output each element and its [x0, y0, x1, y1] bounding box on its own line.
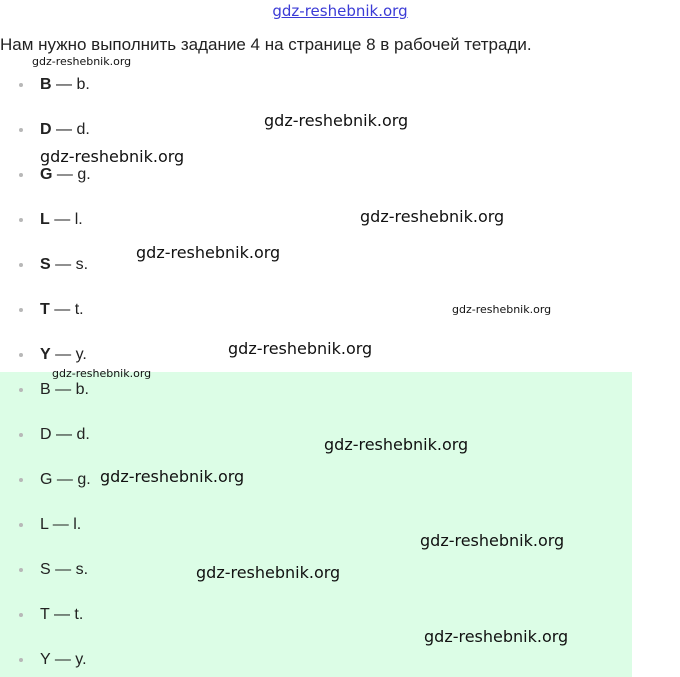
- upper-letter: G: [40, 471, 53, 488]
- list-item: [0, 378, 300, 402]
- watermark: gdz-reshebnik.org: [424, 627, 569, 646]
- upper-letter: T: [40, 301, 50, 318]
- list-item: [0, 603, 300, 627]
- bullet-icon: [19, 128, 23, 132]
- watermark: gdz-reshebnik.org: [196, 563, 341, 582]
- lower-letter: l.: [74, 211, 83, 228]
- bullet-icon: [19, 353, 23, 357]
- watermark: gdz-reshebnik.org: [32, 55, 132, 68]
- bullet-icon: [19, 173, 23, 177]
- bullet-icon: [19, 433, 23, 437]
- lower-letter: b.: [76, 76, 90, 93]
- dash: —: [56, 166, 73, 183]
- dash: —: [56, 471, 73, 488]
- bullet-icon: [19, 263, 23, 267]
- site-header-link[interactable]: gdz-reshebnik.org: [272, 2, 408, 20]
- dash: —: [56, 121, 73, 138]
- upper-letter: B: [40, 76, 52, 93]
- upper-letter: S: [40, 561, 51, 578]
- bullet-icon: [19, 388, 23, 392]
- dash: —: [54, 651, 71, 668]
- watermark: gdz-reshebnik.org: [52, 367, 152, 380]
- task-intro: Нам нужно выполнить задание 4 на странице 8 в рабочей тетради.: [0, 35, 532, 54]
- lower-letter: s.: [75, 256, 89, 273]
- dash: —: [55, 256, 72, 273]
- list-item: [0, 423, 300, 447]
- upper-letter: B: [40, 381, 51, 398]
- dash: —: [55, 346, 72, 363]
- lower-letter: b.: [75, 381, 89, 398]
- watermark: gdz-reshebnik.org: [100, 467, 245, 486]
- dash: —: [56, 426, 73, 443]
- lower-letter: d.: [76, 121, 90, 138]
- lower-letter: g.: [77, 166, 91, 183]
- watermark: gdz-reshebnik.org: [360, 207, 505, 226]
- list-item: [0, 73, 300, 97]
- upper-letter: S: [40, 256, 51, 273]
- bullet-icon: [19, 218, 23, 222]
- lower-letter: t.: [74, 301, 84, 318]
- list-item: [0, 513, 300, 537]
- upper-letter: L: [40, 211, 50, 228]
- watermark: gdz-reshebnik.org: [264, 111, 409, 130]
- dash: —: [56, 76, 73, 93]
- bullet-icon: [19, 523, 23, 527]
- lower-letter: t.: [74, 606, 84, 623]
- upper-letter: D: [40, 121, 52, 138]
- bullet-icon: [19, 308, 23, 312]
- list-item: [0, 163, 300, 187]
- bullet-icon: [19, 83, 23, 87]
- bullet-icon: [19, 658, 23, 662]
- upper-letter: Y: [40, 346, 51, 363]
- upper-letter: G: [40, 166, 53, 183]
- dash: —: [53, 606, 70, 623]
- upper-letter: Y: [40, 651, 51, 668]
- lower-letter: y.: [75, 651, 87, 668]
- bullet-icon: [19, 613, 23, 617]
- watermark: gdz-reshebnik.org: [136, 243, 281, 262]
- dash: —: [52, 516, 69, 533]
- bullet-icon: [19, 478, 23, 482]
- watermark: gdz-reshebnik.org: [420, 531, 565, 550]
- watermark: gdz-reshebnik.org: [452, 303, 552, 316]
- lower-letter: d.: [76, 426, 90, 443]
- dash: —: [55, 381, 72, 398]
- bullet-icon: [19, 568, 23, 572]
- dash: —: [54, 301, 71, 318]
- upper-letter: T: [40, 606, 50, 623]
- list-item: [0, 118, 300, 142]
- watermark: gdz-reshebnik.org: [40, 147, 185, 166]
- lower-letter: s.: [75, 561, 89, 578]
- list-item: [0, 208, 300, 232]
- dash: —: [55, 561, 72, 578]
- upper-letter: D: [40, 426, 52, 443]
- watermark: gdz-reshebnik.org: [228, 339, 373, 358]
- upper-letter: L: [40, 516, 49, 533]
- watermark: gdz-reshebnik.org: [324, 435, 469, 454]
- lower-letter: l.: [73, 516, 82, 533]
- list-item: [0, 648, 300, 672]
- dash: —: [54, 211, 71, 228]
- lower-letter: g.: [77, 471, 91, 488]
- lower-letter: y.: [75, 346, 87, 363]
- list-item: [0, 298, 300, 322]
